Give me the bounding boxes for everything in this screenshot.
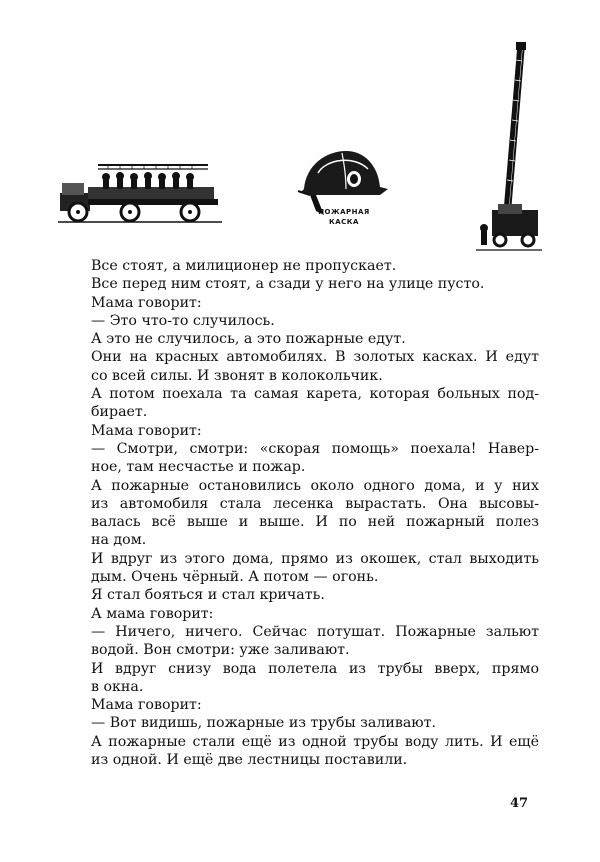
text-line: Они на красных автомобилях. В золотых касках. И едут	[91, 349, 539, 366]
text-line: И вдруг из этого дома, прямо из окошек, стал выходить	[91, 550, 539, 567]
ladder-truck-illustration	[476, 40, 542, 255]
text-line: Я стал бояться и стал кричать.	[91, 587, 325, 604]
text-line: из автомобиля стала лесенка вырастать. Она высовы-	[91, 495, 539, 512]
text-line: Мама говорит:	[91, 294, 202, 311]
text-line: А это не случилось, а это пожарные едут.	[91, 331, 406, 348]
helmet-caption-line-2: КАСКА	[329, 218, 359, 226]
text-line: И вдруг снизу вода полетела из трубы вверх, прямо	[91, 660, 539, 677]
text-line: со всей силы. И звонят в колокольчик.	[91, 367, 383, 384]
illustrations-strip	[0, 0, 600, 270]
text-line: дым. Очень чёрный. А потом — огонь.	[91, 569, 379, 586]
text-line: — Это что-то случилось.	[91, 312, 275, 329]
text-line: водой. Вон смотри: уже заливают.	[91, 642, 350, 659]
helmet-caption-line-1: ПОЖАРНАЯ	[318, 208, 370, 216]
text-line: — Вот видишь, пожарные из трубы заливают.	[91, 715, 436, 732]
text-line: А потом поехала та самая карета, которая больных под-	[91, 386, 539, 403]
text-line: ное, там несчастье и пожар.	[91, 459, 306, 476]
text-line: Мама говорит:	[91, 422, 202, 439]
text-line: — Ничего, ничего. Сейчас потушат. Пожарные зальют	[91, 623, 539, 640]
text-line: валась всё выше и выше. И по ней пожарный полез	[91, 514, 539, 531]
fire-truck-illustration	[58, 155, 222, 225]
text-line: — Смотри, смотри: «скорая помощь» поехала! Навер-	[91, 440, 539, 457]
text-line: в окна.	[91, 678, 144, 695]
text-line: Все стоят, а милиционер не пропускает.	[91, 258, 397, 274]
text-line: из одной. И ещё две лестницы поставили.	[91, 752, 408, 769]
story-text	[91, 257, 539, 769]
text-line: на дом.	[91, 532, 147, 549]
text-line: А мама говорит:	[91, 605, 214, 622]
text-line: Все перед ним стоят, а сзади у него на улице пусто.	[91, 276, 485, 293]
text-line: А пожарные остановились около одного дома, и у них	[91, 477, 539, 494]
text-line: Мама говорит:	[91, 697, 202, 714]
page-number: 47	[510, 796, 529, 811]
text-line: бирает.	[91, 404, 148, 421]
text-line: А пожарные стали ещё из одной трубы воду лить. И ещё	[91, 733, 539, 750]
